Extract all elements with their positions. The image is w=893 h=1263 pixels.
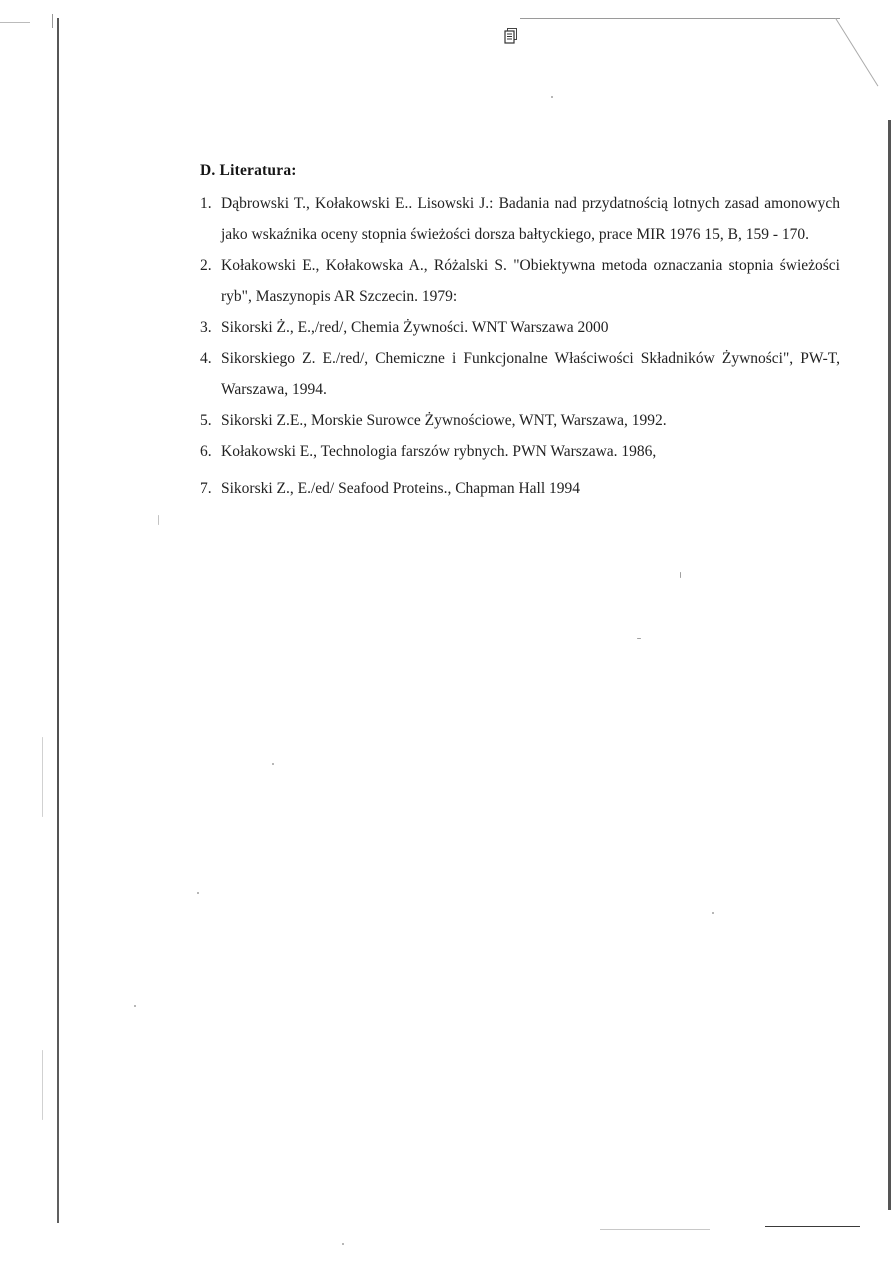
- reference-text: Sikorski Z.E., Morskie Surowce Żywnościowe, WNT, Warszawa, 1992.: [221, 412, 667, 429]
- reference-item: [200, 188, 840, 250]
- document-stack-icon: [504, 28, 518, 44]
- scan-speck: [342, 1243, 344, 1245]
- scan-speck: [637, 638, 641, 639]
- scan-speck: [42, 1050, 43, 1120]
- reference-text: Kołakowski E., Kołakowska A., Różalski S. "Obiektywna metoda oznaczania stopnia świeżości ryb", Maszynopis AR Szczecin. 1979:: [221, 257, 840, 305]
- reference-number: 5.: [200, 412, 212, 429]
- reference-item: [200, 250, 840, 312]
- reference-text: Dąbrowski T., Kołakowski E.. Lisowski J.: Badania nad przydatnością lotnych zasad amonowych jako wskaźnika oceny stopnia świeżości dorsza bałtyckiego, prace MIR 1976 15, B, 159 - 170.: [221, 195, 840, 243]
- reference-text: Sikorski Z., E./ed/ Seafood Proteins., Chapman Hall 1994: [221, 480, 581, 497]
- reference-text: Kołakowski E., Technologia farszów rybnych. PWN Warszawa. 1986,: [221, 443, 657, 460]
- page-corner-fold: [835, 18, 878, 86]
- reference-item: [200, 405, 840, 436]
- reference-number: 6.: [200, 443, 212, 460]
- scan-speck: [680, 572, 681, 578]
- reference-item: [200, 473, 840, 504]
- scan-speck: [551, 96, 553, 98]
- literature-section: [200, 162, 840, 504]
- scan-speck: [42, 737, 43, 817]
- scan-mark: [0, 22, 30, 23]
- reference-text: Sikorskiego Z. E./red/, Chemiczne i Funkcjonalne Właściwości Składników Żywności", PW-T, Warszawa, 1994.: [221, 350, 840, 398]
- reference-number: 4.: [200, 350, 212, 367]
- reference-number: 3.: [200, 319, 212, 336]
- scan-speck: [712, 912, 714, 914]
- reference-item: [200, 436, 840, 467]
- scan-speck: [134, 1005, 136, 1007]
- scan-speck: [158, 515, 159, 525]
- section-heading: D. Literatura:: [200, 162, 297, 179]
- reference-text: Sikorski Ż., E.,/red/, Chemia Żywności. WNT Warszawa 2000: [221, 319, 609, 336]
- reference-item: [200, 312, 840, 343]
- scan-speck: [197, 892, 199, 894]
- binding-line: [57, 18, 59, 1223]
- scan-speck: [272, 763, 274, 765]
- page-edge-right: [888, 120, 891, 1210]
- reference-number: 1.: [200, 195, 212, 212]
- page-edge-bottom-faint: [600, 1229, 710, 1230]
- page-edge-top: [520, 18, 840, 19]
- reference-list: [200, 188, 840, 504]
- page-edge-bottom: [765, 1226, 860, 1227]
- reference-item: [200, 343, 840, 405]
- reference-number: 7.: [200, 480, 212, 497]
- reference-number: 2.: [200, 257, 212, 274]
